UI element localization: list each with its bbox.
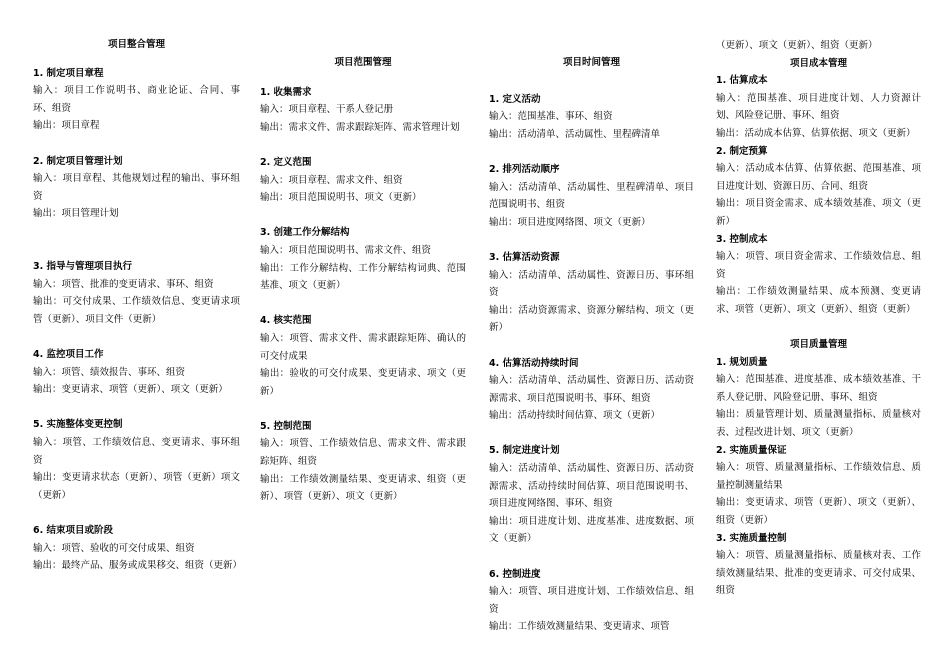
process-input: 输入：范围基准、项目进度计划、人力资源计划、风险登记册、事环、组资 bbox=[716, 92, 921, 122]
process-heading: 5. 制定进度计划 bbox=[489, 445, 560, 457]
process-heading: 5. 实施整体变更控制 bbox=[33, 419, 123, 431]
process-heading: 2. 排列活动顺序 bbox=[489, 163, 560, 175]
section-title: 项目质量管理 bbox=[789, 339, 847, 351]
process-input: 输入：活动成本估算、估算依据、范围基准、项目进度计划、资源日历、合同、组资 bbox=[716, 163, 921, 192]
process-output: 输出：工作绩效测量结果、成本预测、变更请求、项管（更新）、项文（更新）、组资（更新） bbox=[716, 286, 921, 315]
process-output: 输出：工作绩效测量结果、变更请求、组资（更新）、项管（更新）、项文（更新） bbox=[260, 473, 466, 503]
process-heading: 4. 估算活动持续时间 bbox=[489, 357, 579, 369]
process-heading: 1. 定义活动 bbox=[489, 93, 541, 105]
section-title: 项目整合管理 bbox=[107, 39, 165, 50]
column-time bbox=[489, 0, 694, 636]
process-input: 输入：活动清单、活动属性、资源日历、活动资源需求、活动持续时间估算、项目范围说明书、项目进度网络图、事环、组资 bbox=[489, 463, 694, 510]
process-heading: 2. 实施质量保证 bbox=[716, 444, 787, 456]
process-output: 输出：变更请求、项管（更新）、项文（更新）、组资（更新） bbox=[716, 497, 921, 527]
process-input: 输入：项管、项目资金需求、工作绩效信息、组资 bbox=[716, 251, 921, 280]
process-output: 输出：项目进度网络图、项文（更新） bbox=[489, 216, 651, 228]
process-input: 输入：范围基准、事环、组资 bbox=[489, 111, 613, 123]
process-output: 输出：工作绩效测量结果、变更请求、项管 bbox=[489, 621, 670, 633]
column-cost-quality bbox=[716, 0, 921, 600]
process-heading: 4. 监控项目工作 bbox=[33, 349, 104, 361]
process-output: 输出：活动持续时间估算、项文（更新） bbox=[489, 410, 661, 422]
process-input: 输入：项目章程、其他规划过程的输出、事环组资 bbox=[33, 173, 240, 202]
process-heading: 2. 定义范围 bbox=[260, 156, 312, 168]
process-heading: 6. 控制进度 bbox=[489, 568, 541, 580]
process-heading: 1. 收集需求 bbox=[260, 86, 312, 98]
process-output: 输出：最终产品、服务或成果移交、组资（更新） bbox=[33, 560, 243, 572]
process-heading: 3. 实施质量控制 bbox=[716, 532, 787, 544]
process-input: 输入：项目章程、干系人登记册 bbox=[260, 104, 394, 116]
process-input: 输入：活动清单、活动属性、资源日历、活动资源需求、项目范围说明书、事环、组资 bbox=[489, 375, 694, 404]
process-input: 输入：项管、验收的可交付成果、组资 bbox=[33, 542, 195, 554]
section-title: 项目成本管理 bbox=[789, 57, 847, 69]
process-input: 输入：项管、工作绩效信息、需求文件、需求跟踪矩阵、组资 bbox=[260, 438, 466, 468]
process-output: 输出：工作分解结构、工作分解结构词典、范围基准、项文（更新） bbox=[260, 262, 466, 292]
process-output: 输出：活动清单、活动属性、里程碑清单 bbox=[489, 128, 661, 140]
process-input: 输入：项目章程、需求文件、组资 bbox=[260, 174, 403, 186]
process-heading: 2. 制定项目管理计划 bbox=[33, 155, 123, 167]
column-integration bbox=[33, 0, 243, 575]
process-input: 输入：范围基准、进度基准、成本绩效基准、干系人登记册、风险登记册、事环、组资 bbox=[716, 374, 921, 403]
process-output: 输出：活动资源需求、资源分解结构、项文（更新） bbox=[489, 304, 694, 334]
process-input: 输入：活动清单、活动属性、资源日历、事环组资 bbox=[489, 269, 694, 299]
process-output: 输出：需求文件、需求跟踪矩阵、需求管理计划 bbox=[260, 121, 460, 133]
process-heading: 3. 创建工作分解结构 bbox=[260, 227, 350, 239]
section-title: 项目时间管理 bbox=[562, 57, 620, 68]
process-output: 输出：项目进度计划、进度基准、进度数据、项文（更新） bbox=[489, 515, 694, 545]
process-output: 输出：可交付成果、工作绩效信息、变更请求项管（更新）、项目文件（更新） bbox=[33, 296, 240, 325]
process-output: 输出：变更请求状态（更新）、项管（更新）项文（更新） bbox=[33, 472, 240, 501]
process-heading: 3. 指导与管理项目执行 bbox=[33, 261, 133, 273]
process-heading: 6. 结束项目或阶段 bbox=[33, 525, 114, 537]
process-heading: 3. 估算活动资源 bbox=[489, 251, 560, 263]
process-output: 输出：项目资金需求、成本绩效基准、项文（更新） bbox=[716, 198, 921, 227]
process-heading: 4. 核实范围 bbox=[260, 315, 312, 327]
process-input: 输入：项管、质量测量指标、工作绩效信息、质量控制测量结果 bbox=[716, 462, 921, 491]
process-output: 输出：项目管理计划 bbox=[33, 208, 119, 220]
process-input: 输入：项管、工作绩效信息、变更请求、事环组资 bbox=[33, 437, 240, 466]
process-output: 输出：质量管理计划、质量测量指标、质量核对表、过程改进计划、项文（更新） bbox=[716, 409, 921, 439]
process-heading: 2. 制定预算 bbox=[716, 145, 768, 157]
process-output: 输出：变更请求、项管（更新）、项文（更新） bbox=[33, 384, 228, 396]
process-input: 输入：项管、批准的变更请求、事环、组资 bbox=[33, 278, 214, 290]
column-scope bbox=[260, 0, 466, 506]
process-output: 输出：项目范围说明书、项文（更新） bbox=[260, 192, 422, 204]
carry-over-text: （更新）、项文（更新）、组资（更新） bbox=[716, 40, 878, 51]
process-input: 输入：项管、绩效报告、事环、组资 bbox=[33, 366, 186, 378]
process-heading: 3. 控制成本 bbox=[716, 233, 768, 245]
process-input: 输入：项管、质量测量指标、质量核对表、工作绩效测量结果、批准的变更请求、可交付成果、组资 bbox=[716, 550, 921, 597]
process-heading: 1. 制定项目章程 bbox=[33, 67, 104, 79]
process-input: 输入：项目范围说明书、需求文件、组资 bbox=[260, 244, 432, 256]
process-heading: 5. 控制范围 bbox=[260, 420, 312, 432]
process-output: 输出：项目章程 bbox=[33, 120, 100, 132]
process-heading: 1. 估算成本 bbox=[716, 75, 768, 87]
process-output: 输出：活动成本估算、估算依据、项文（更新） bbox=[716, 127, 916, 139]
process-input: 输入：项目工作说明书、商业论证、合同、事环、组资 bbox=[33, 85, 240, 114]
process-heading: 1. 规划质量 bbox=[716, 356, 768, 368]
process-input: 输入：活动清单、活动属性、里程碑清单、项目范围说明书、组资 bbox=[489, 181, 694, 211]
process-input: 输入：项管、项目进度计划、工作绩效信息、组资 bbox=[489, 586, 694, 615]
section-title: 项目范围管理 bbox=[334, 57, 392, 68]
process-input: 输入：项管、需求文件、需求跟踪矩阵、确认的可交付成果 bbox=[260, 332, 466, 362]
process-output: 输出：验收的可交付成果、变更请求、项文（更新） bbox=[260, 368, 466, 397]
